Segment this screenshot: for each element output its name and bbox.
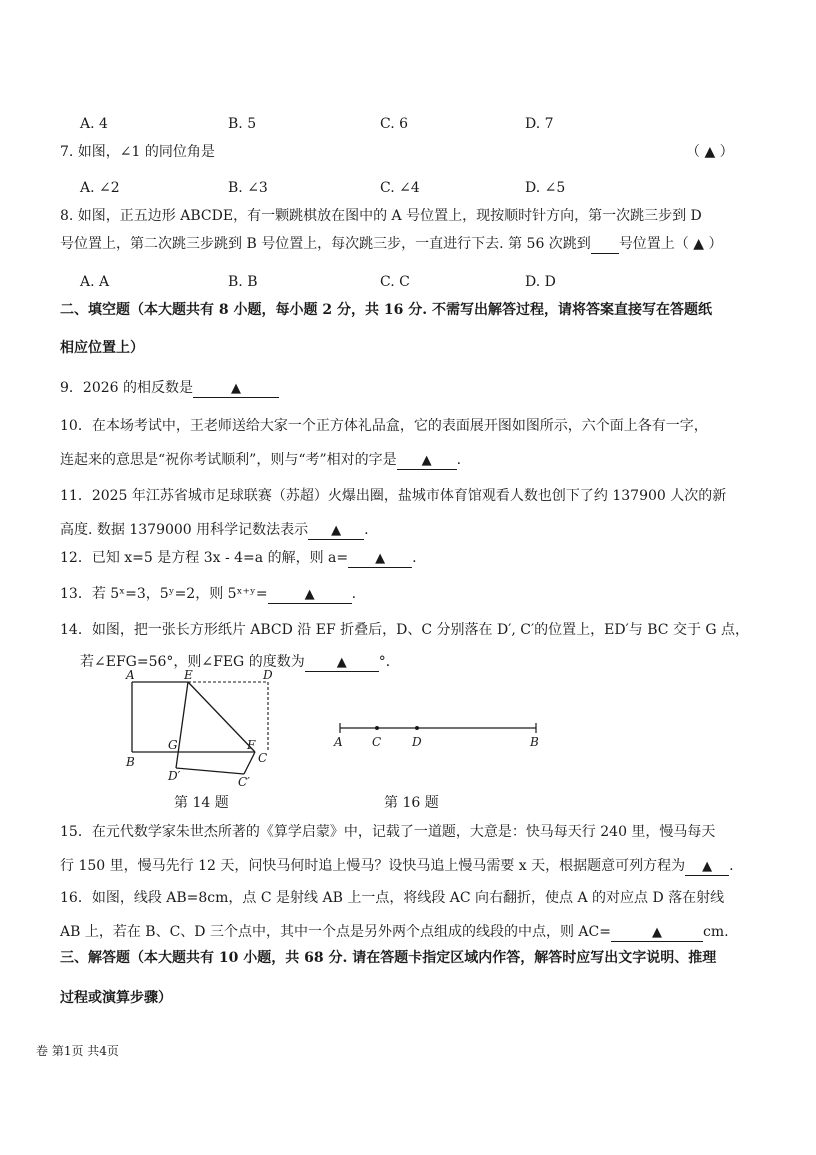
fig14-fold-ef	[188, 682, 255, 752]
q8-question-line1: 8. 如图，正五边形 ABCDE，有一颗跳棋放在图中的 A 号位置上，现按顺时针方向，第一次跳三步到 D	[60, 208, 702, 224]
q9-question	[60, 378, 279, 398]
q8-text-a: 号位置上，第二次跳三步跳到 B 号位置上，每次跳三步，一直进行下去. 第 56 次跳到	[60, 236, 591, 252]
fig16-point-c	[375, 726, 379, 730]
q9-blank: ▲	[193, 379, 279, 398]
q12-question	[60, 548, 417, 568]
q14-text: 若∠EFG=56°，则∠FEG 的度数为	[80, 654, 305, 670]
q8-option-b: B. B	[228, 274, 258, 290]
q15-question-line2	[60, 856, 734, 876]
figure-14-diagram	[118, 668, 288, 788]
fig14-edge-dc-prime	[176, 768, 244, 774]
section3-heading-line2: 过程或演算步骤）	[60, 990, 172, 1006]
q16-text: AB 上，若在 B、C、D 三个点中，其中一个点是另外两个点组成的线段的中点，则 AC=	[60, 924, 611, 940]
q8-blank	[591, 235, 619, 254]
q14-blank: ▲	[305, 653, 379, 672]
fig14-label-b: B	[126, 755, 135, 769]
q7-option-c: C. ∠4	[380, 180, 420, 196]
fig14-label-d: D	[263, 668, 273, 682]
q7-option-d: D. ∠5	[525, 180, 566, 196]
q15-end: .	[729, 858, 734, 874]
q16-end: cm.	[702, 924, 729, 940]
q14-end: °．	[378, 654, 400, 670]
q7-option-a: A. ∠2	[80, 180, 120, 196]
q12-blank: ▲	[348, 549, 412, 568]
q7-answer-paren: （ ▲ ）	[686, 144, 734, 160]
fig14-label-c-prime: C′	[238, 775, 250, 788]
fig16-point-d	[415, 726, 419, 730]
q10-question-line2	[60, 450, 461, 470]
q10-text: 连起来的意思是“祝你考试顺利”，则与“考”相对的字是	[60, 452, 397, 468]
fig16-label-c: C	[372, 735, 382, 749]
q11-end: .	[364, 522, 369, 538]
q10-question-line1: 10．在本场考试中，王老师送给大家一个正方体礼品盒，它的表面展开图如图所示，六个面上各有一字，	[60, 418, 708, 434]
fig16-label-d: D	[412, 735, 422, 749]
fig14-label-d-prime: D′	[168, 769, 181, 783]
q9-text: 9．2026 的相反数是	[60, 380, 193, 396]
q6-option-b: B. 5	[228, 116, 257, 132]
q15-text: 行 150 里，慢马先行 12 天，问快马何时追上慢马？设快马追上慢马需要 x 天，根据题意可列方程为	[60, 858, 686, 874]
q8-text-b: 号位置上（ ▲ ）	[618, 236, 723, 252]
q11-blank: ▲	[308, 521, 364, 540]
q8-option-d: D. D	[525, 274, 556, 290]
fig14-label-f: F	[247, 738, 256, 752]
q15-question-line1: 15．在元代数学家朱世杰所著的《算学启蒙》中，记载了一道题，大意是：快马每天行 240 里，慢马每天	[60, 824, 716, 840]
page-footer: 卷 第1页 共4页	[36, 1044, 119, 1058]
q14-question-line1: 14．如图，把一张长方形纸片 ABCD 沿 EF 折叠后，D、C 分别落在 D′, C′的位置上，ED′与 BC 交于 G 点，	[60, 622, 750, 638]
q12-text: 12．已知 x=5 是方程 3x - 4=a 的解，则 a=	[60, 550, 349, 566]
q13-question	[60, 584, 356, 604]
q7-option-b: B. ∠3	[228, 180, 268, 196]
q10-end: .	[456, 452, 462, 468]
q11-question-line1: 11．2025 年江苏省城市足球联赛（苏超）火爆出圈，盐城市体育馆观看人数也创下了约 137900 人次的新	[60, 488, 727, 504]
figure-14-caption: 第 14 题	[174, 795, 229, 811]
fig16-label-b: B	[530, 735, 539, 749]
q16-blank: ▲	[611, 923, 703, 942]
q8-option-a: A. A	[80, 274, 110, 290]
q6-option-d: D. 7	[525, 116, 554, 132]
figure-16-diagram	[330, 718, 550, 754]
fig14-edge-cf-prime	[244, 752, 255, 774]
q8-question-line2	[60, 234, 722, 254]
q6-option-a: A. 4	[80, 116, 108, 132]
fig14-label-c: C	[258, 751, 268, 765]
figure-16-caption: 第 16 题	[384, 795, 439, 811]
q11-text: 高度. 数据 1379000 用科学记数法表示	[60, 522, 309, 538]
fig14-label-a: A	[126, 668, 135, 682]
fig14-edge-ed-prime	[176, 682, 188, 768]
section2-heading-line1: 二、填空题（本大题共有 8 小题，每小题 2 分，共 16 分. 不需写出解答过程，请将答案直接写在答题纸	[60, 302, 712, 318]
fig14-label-e: E	[184, 668, 193, 682]
q16-question-line2	[60, 922, 729, 942]
q16-question-line1: 16．如图，线段 AB=8cm，点 C 是射线 AB 上一点，将线段 AC 向右翻折，使点 A 的对应点 D 落在射线	[60, 890, 725, 906]
q11-question-line2	[60, 520, 369, 540]
section2-heading-line2: 相应位置上）	[60, 340, 144, 356]
fig16-label-a: A	[334, 735, 343, 749]
q6-option-c: C. 6	[380, 116, 409, 132]
q13-blank: ▲	[268, 585, 352, 604]
q8-option-c: C. C	[380, 274, 410, 290]
section3-heading-line1: 三、解答题（本大题共有 10 小题，共 68 分. 请在答题卡指定区域内作答，解答时应写出文字说明、推理	[60, 950, 717, 966]
q13-text: 13．若 5ˣ=3，5ʸ=2，则 5ˣ⁺ʸ=	[60, 586, 268, 602]
q13-end: .	[351, 586, 357, 602]
fig14-label-g: G	[168, 738, 178, 752]
q12-end: .	[412, 550, 417, 566]
q15-blank: ▲	[685, 857, 729, 876]
q10-blank: ▲	[397, 451, 457, 470]
q7-question: 7. 如图，∠1 的同位角是	[60, 144, 215, 160]
